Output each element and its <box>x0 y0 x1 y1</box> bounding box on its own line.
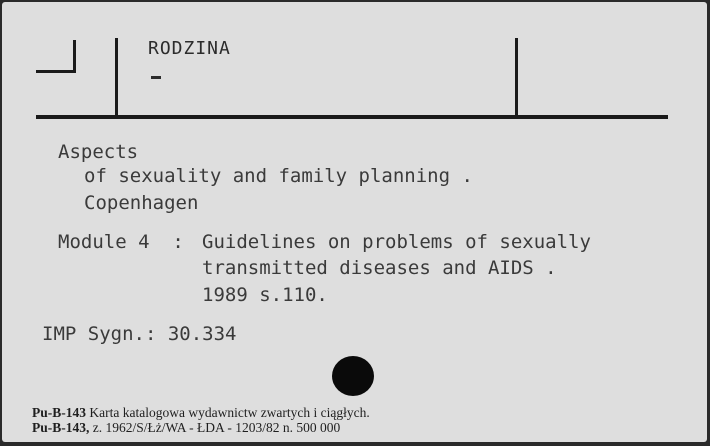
entry-subtitle: of sexuality and family planning . <box>84 165 473 187</box>
imprint-code2: Pu-B-143, <box>32 420 90 435</box>
imprint-line1 <box>32 405 370 420</box>
entry-heading: Aspects <box>58 141 139 163</box>
imprint-line2 <box>32 420 340 435</box>
imprint-code1: Pu-B-143 <box>32 405 86 420</box>
subject-dash <box>151 76 161 79</box>
punch-hole <box>332 356 374 396</box>
module-pub-info: 1989 s.110. <box>202 284 328 306</box>
header-rule <box>36 115 668 119</box>
module-title-line1: Guidelines on problems of sexually <box>202 231 591 253</box>
subject-heading: RODZINA <box>148 38 231 59</box>
entry-place: Copenhagen <box>84 192 199 214</box>
module-label: Module 4 : <box>58 231 184 253</box>
imprint-text1: Karta katalogowa wydawnictw zwartych i ciągłych. <box>86 405 370 420</box>
module-title-line2: transmitted diseases and AIDS . <box>202 257 557 279</box>
shelf-mark: IMP Sygn.: 30.334 <box>42 323 237 345</box>
catalog-card <box>2 2 707 442</box>
header-divider-right <box>515 38 518 118</box>
corner-mark <box>36 40 76 72</box>
imprint-text2: z. 1962/S/Łż/WA - ŁDA - 1203/82 n. 500 000 <box>89 420 341 435</box>
header-divider-left <box>115 38 118 118</box>
